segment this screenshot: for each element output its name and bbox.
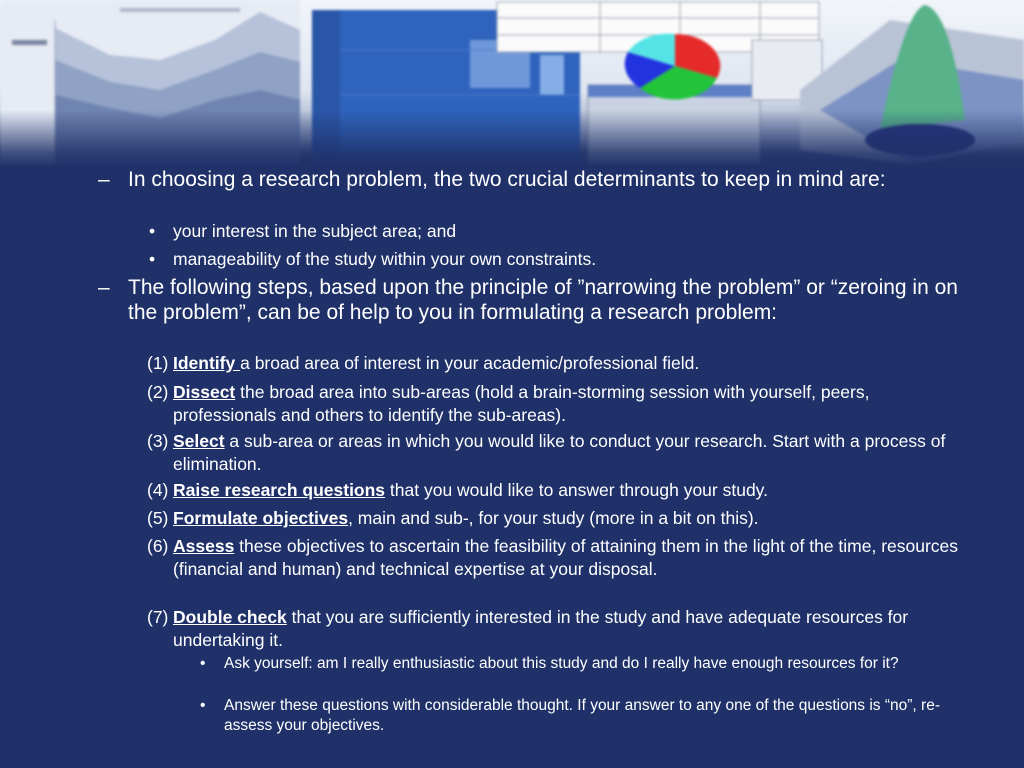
bullet-marker: •	[200, 655, 206, 672]
step-keyword: Assess	[173, 536, 235, 556]
step-3	[147, 430, 973, 476]
step-5	[147, 507, 983, 530]
subpoint-1	[149, 221, 953, 242]
step-text: a sub-area or areas in which you would like to conduct your research. Start with a process of elimination.	[173, 431, 946, 474]
bullet-marker: •	[149, 221, 156, 241]
step-text: that you would like to answer through your study.	[385, 480, 768, 500]
step-number: (3)	[147, 431, 169, 451]
step-number: (7)	[147, 607, 169, 627]
bullet-point-1	[98, 168, 978, 193]
step-text: , main and sub-, for your study (more in a bit on this).	[348, 508, 759, 528]
step-number: (2)	[147, 382, 169, 402]
step-text: that you are sufficiently interested in the study and have adequate resources for undertaking it.	[173, 607, 909, 650]
subpoint-text: your interest in the subject area; and	[173, 221, 457, 241]
step-text: these objectives to ascertain the feasibility of attaining them in the light of the time, resources (financial and human) and technical expertise at your disposal.	[173, 536, 959, 579]
step-6	[147, 535, 988, 581]
step-4	[147, 479, 983, 502]
subpoint-text: manageability of the study within your own constraints.	[173, 249, 597, 269]
substep-text: Ask yourself: am I really enthusiastic about this study and do I really have enough resources for it?	[224, 655, 899, 672]
step-number: (1)	[147, 353, 169, 373]
step-keyword: Formulate objectives	[173, 508, 349, 528]
step-number: (5)	[147, 508, 169, 528]
step-1	[147, 352, 983, 375]
bullet-text: The following steps, based upon the principle of ”narrowing the problem” or “zeroing in on the problem”, can be of help to you in formulating a research problem:	[128, 276, 958, 324]
substep-text: Answer these questions with considerable thought. If your answer to any one of the questions is “no”, re-assess your objectives.	[224, 697, 940, 734]
step-keyword: Raise research questions	[173, 480, 386, 500]
bullet-marker: •	[149, 249, 156, 269]
step-keyword: Select	[173, 431, 225, 451]
step-2	[147, 381, 963, 427]
step-text: a broad area of interest in your academic/professional field.	[240, 353, 700, 373]
banner-fade	[0, 110, 1024, 165]
step-keyword: Dissect	[173, 382, 236, 402]
dash-marker: –	[98, 276, 110, 299]
bullet-text: In choosing a research problem, the two crucial determinants to keep in mind are:	[128, 168, 886, 191]
substep-2	[200, 696, 984, 736]
subpoint-2	[149, 249, 953, 270]
step-text: the broad area into sub-areas (hold a brain-storming session with yourself, peers, professionals and others to identify the sub-areas).	[173, 382, 870, 425]
dash-marker: –	[98, 168, 110, 191]
step-keyword: Identify	[173, 353, 241, 373]
step-number: (4)	[147, 480, 169, 500]
header-chart-montage	[0, 0, 1024, 165]
step-7	[147, 606, 933, 652]
step-keyword: Double check	[173, 607, 287, 627]
bullet-point-2	[98, 276, 988, 325]
bullet-marker: •	[200, 697, 206, 714]
substep-1	[200, 654, 984, 674]
step-number: (6)	[147, 536, 169, 556]
